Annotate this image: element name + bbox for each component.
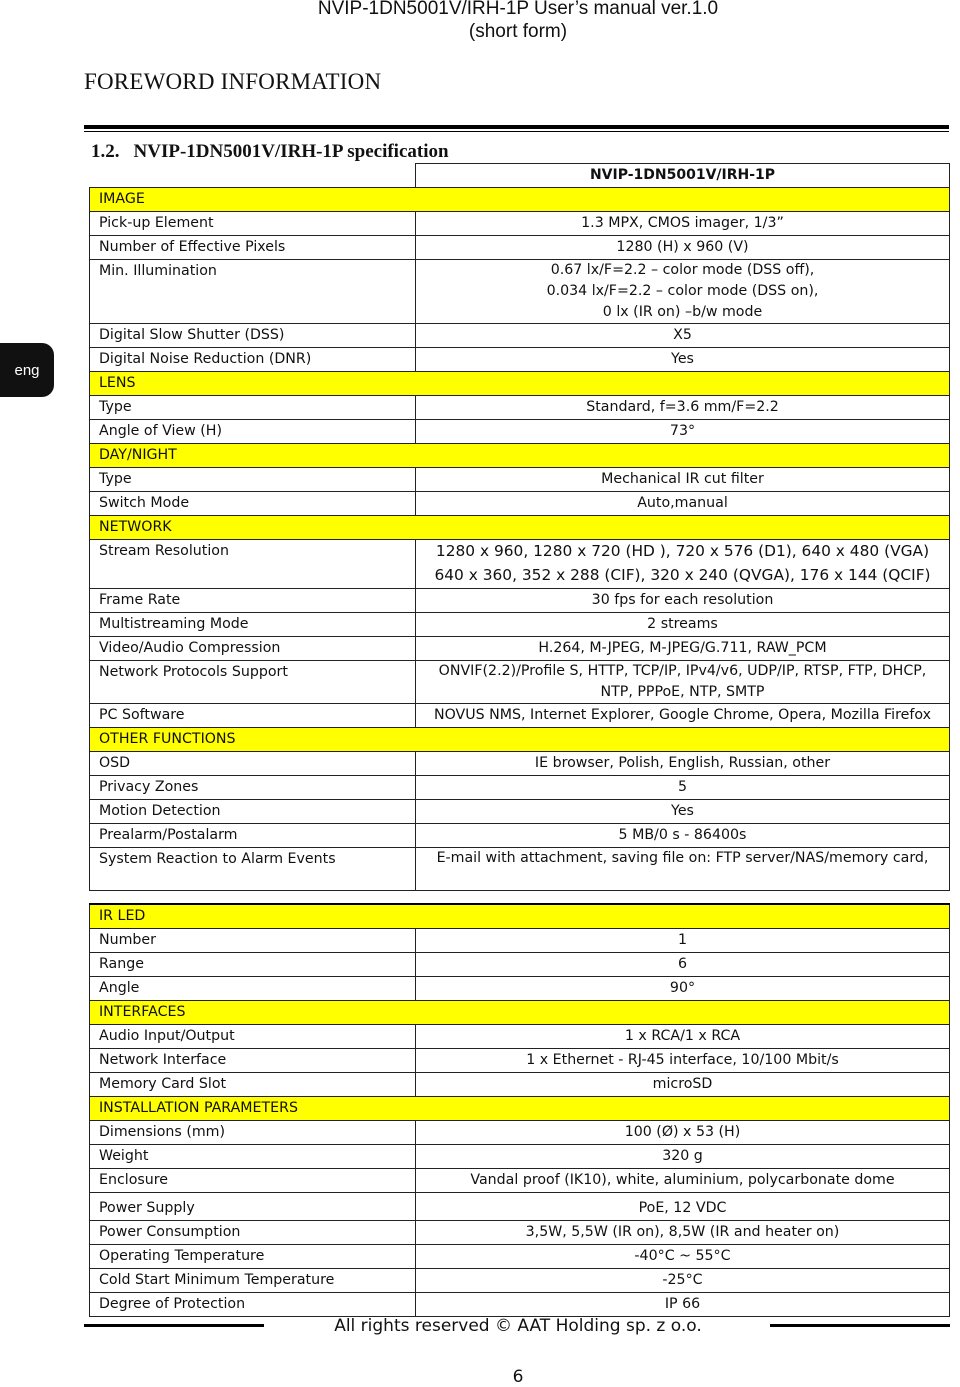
table-row [90,260,950,324]
spec-value: PoE, 12 VDC [416,1193,950,1221]
table-row [90,953,950,977]
spec-label: Digital Noise Reduction (DNR) [90,348,416,372]
spec-label: Network Interface [90,1049,416,1073]
table-row [90,637,950,661]
spec-label: Cold Start Minimum Temperature [90,1269,416,1293]
language-tab [0,343,54,397]
spec-label: Power Consumption [90,1221,416,1245]
table-row [90,492,950,516]
table-row [90,468,950,492]
spec-label: Number [90,929,416,953]
table-row [90,212,950,236]
spec-label: Pick-up Element [90,212,416,236]
spec-label: Memory Card Slot [90,1073,416,1097]
table-row [90,324,950,348]
spec-label: Degree of Protection [90,1293,416,1317]
spec-value-line: NTP, PPPoE, NTP, SMTP [600,684,765,700]
spec-label: Weight [90,1145,416,1169]
spec-value-line [425,869,940,890]
spec-value: microSD [416,1073,950,1097]
table-category-row [90,1097,950,1121]
spec-label: Multistreaming Mode [90,613,416,637]
spec-value-line: 640 x 360, 352 x 288 (CIF), 320 x 240 (QVGA), 176 x 144 (QCIF) [434,566,931,584]
spec-label: Min. Illumination [90,260,416,324]
heading-rule-thin [84,131,949,132]
spec-value: 3,5W, 5,5W (IR on), 8,5W (IR and heater on) [416,1221,950,1245]
spec-label: Enclosure [90,1169,416,1193]
table-row [90,540,950,589]
spec-label: System Reaction to Alarm Events [90,848,416,891]
spec-label: Prealarm/Postalarm [90,824,416,848]
page-number: 6 [512,1367,524,1387]
spec-value: 1 x Ethernet - RJ-45 interface, 10/100 Mbit/s [416,1049,950,1073]
table-row [90,348,950,372]
section-title [91,141,449,163]
spec-value [416,260,950,324]
spec-label: Video/Audio Compression [90,637,416,661]
spec-value: 5 MB/0 s - 86400s [416,824,950,848]
spec-value-line: ONVIF(2.2)/Profile S, HTTP, TCP/IP, IPv4/v6, UDP/IP, RTSP, FTP, DHCP, [438,663,927,679]
table-row [90,1121,950,1145]
table-row [90,661,950,704]
table-category-row [90,444,950,468]
section-title-text: NVIP-1DN5001V/IRH-1P specification [133,141,449,162]
spec-label: Power Supply [90,1193,416,1221]
spec-value: 1.3 MPX, CMOS imager, 1/3” [416,212,950,236]
spec-value: 1280 (H) x 960 (V) [416,236,950,260]
spec-value: NOVUS NMS, Internet Explorer, Google Chrome, Opera, Mozilla Firefox [416,704,950,728]
table-gap-cell [90,891,950,905]
spec-label: Network Protocols Support [90,661,416,704]
spec-value: Auto,manual [416,492,950,516]
spec-label: Angle of View (H) [90,420,416,444]
spec-value: 320 g [416,1145,950,1169]
category-label: IMAGE [90,188,950,212]
table-row [90,1049,950,1073]
table-row [90,848,950,891]
spec-value: 90° [416,977,950,1001]
spec-label: Dimensions (mm) [90,1121,416,1145]
category-label: OTHER FUNCTIONS [90,728,950,752]
spec-value: 1 [416,929,950,953]
table-row [90,613,950,637]
category-label: INSTALLATION PARAMETERS [90,1097,950,1121]
section-number: 1.2. [91,141,120,162]
table-row [90,1293,950,1317]
spec-value [416,661,950,704]
table-row [90,1073,950,1097]
spec-value: 73° [416,420,950,444]
spec-value: Yes [416,348,950,372]
table-row [90,929,950,953]
table-category-row [90,372,950,396]
heading-rule-thick [84,125,949,129]
spec-value-line: 0.034 lx/F=2.2 – color mode (DSS on), [546,283,819,299]
category-label: IR LED [90,904,950,929]
table-row [90,977,950,1001]
spec-value: 100 (Ø) x 53 (H) [416,1121,950,1145]
footer-copyright: All rights reserved © AAT Holding sp. z o.o. [334,1316,702,1336]
table-row [90,704,950,728]
category-label: DAY/NIGHT [90,444,950,468]
table-header-model: NVIP-1DN5001V/IRH-1P [416,164,950,188]
table-category-row [90,728,950,752]
spec-value-line: 1280 x 960, 1280 x 720 (HD ), 720 x 576 (D1), 640 x 480 (VGA) [435,542,930,560]
spec-label: Privacy Zones [90,776,416,800]
table-row [90,776,950,800]
spec-value: IP 66 [416,1293,950,1317]
table-row [90,752,950,776]
spec-value: X5 [416,324,950,348]
table-row [90,236,950,260]
spec-label: Digital Slow Shutter (DSS) [90,324,416,348]
table-category-row [90,1001,950,1025]
spec-label: Motion Detection [90,800,416,824]
category-label: LENS [90,372,950,396]
table-row [90,1245,950,1269]
spec-value: IE browser, Polish, English, Russian, other [416,752,950,776]
spec-value-line: 0 lx (IR on) –b/w mode [602,304,763,320]
spec-value: Mechanical IR cut filter [416,468,950,492]
spec-value: H.264, M-JPEG, M-JPEG/G.711, RAW_PCM [416,637,950,661]
spec-label: Range [90,953,416,977]
table-category-row [90,188,950,212]
spec-label: Switch Mode [90,492,416,516]
table-row [90,1193,950,1221]
spec-value: 5 [416,776,950,800]
table-header-empty [90,164,416,188]
table-header-row [90,164,950,188]
table-row [90,1269,950,1293]
spec-label: Number of Effective Pixels [90,236,416,260]
spec-value [416,848,950,891]
spec-value: Yes [416,800,950,824]
category-label: INTERFACES [90,1001,950,1025]
spec-label: Type [90,468,416,492]
table-row [90,1025,950,1049]
table-row [90,1145,950,1169]
spec-label: Angle [90,977,416,1001]
spec-label: Operating Temperature [90,1245,416,1269]
page-heading: FOREWORD INFORMATION [84,69,382,94]
table-category-row [90,516,950,540]
spec-value: 6 [416,953,950,977]
spec-value: -25°C [416,1269,950,1293]
category-label: NETWORK [90,516,950,540]
spec-label: Stream Resolution [90,540,416,589]
table-row [90,1221,950,1245]
spec-label: Audio Input/Output [90,1025,416,1049]
spec-value: 30 fps for each resolution [416,589,950,613]
spec-label: OSD [90,752,416,776]
document-header-subtitle: (short form) [468,21,568,42]
table-row [90,396,950,420]
spec-value: -40°C ~ 55°C [416,1245,950,1269]
spec-value: Standard, f=3.6 mm/F=2.2 [416,396,950,420]
specification-table [89,163,950,1317]
spec-value: 2 streams [416,613,950,637]
spec-value-line: 0.67 lx/F=2.2 – color mode (DSS off), [550,262,815,278]
spec-label: PC Software [90,704,416,728]
spec-value [416,540,950,589]
spec-label: Frame Rate [90,589,416,613]
table-row [90,1169,950,1193]
document-header-title: NVIP-1DN5001V/IRH-1P User’s manual ver.1.0 [317,0,719,19]
table-gap-row [90,891,950,905]
language-tab-label: eng [14,361,40,379]
footer-rule-right [770,1324,950,1327]
footer-rule-left [84,1324,264,1327]
spec-value-line: E-mail with attachment, saving file on: FTP server/NAS/memory card, [436,850,929,866]
spec-value: 1 x RCA/1 x RCA [416,1025,950,1049]
table-category-row [90,904,950,929]
table-row [90,589,950,613]
table-row [90,800,950,824]
spec-value: Vandal proof (IK10), white, aluminium, polycarbonate dome [416,1169,950,1193]
spec-label: Type [90,396,416,420]
table-row [90,420,950,444]
table-row [90,824,950,848]
